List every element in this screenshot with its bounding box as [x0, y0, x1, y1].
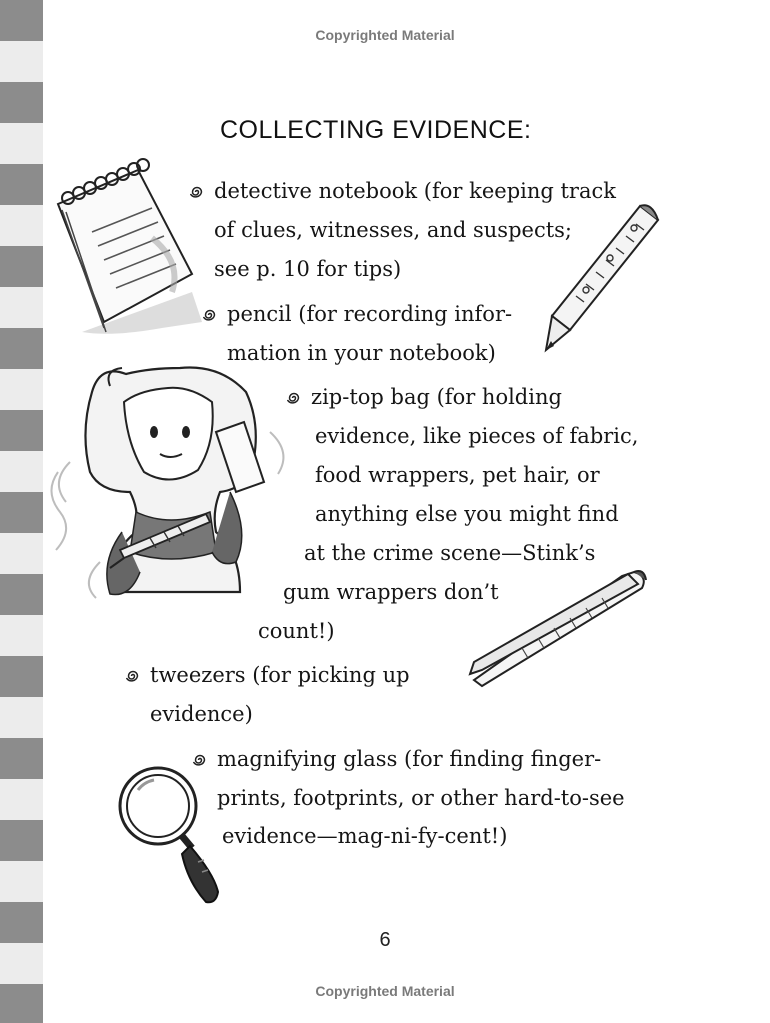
item-tweezers-line-2: evidence) — [150, 702, 253, 726]
item-bag-line-5: at the crime scene—Stink’s — [304, 541, 596, 565]
spiral-bullet-icon — [190, 185, 204, 199]
spiral-bullet-icon — [193, 753, 207, 767]
item-bag-line-4: anything else you might find — [315, 502, 619, 526]
page-title: COLLECTING EVIDENCE: — [220, 116, 532, 144]
item-notebook-line-3: see p. 10 for tips) — [214, 257, 402, 281]
page-number: 6 — [379, 929, 391, 951]
item-bag-line-2: evidence, like pieces of fabric, — [315, 424, 639, 448]
item-pencil-line-2: mation in your notebook) — [227, 341, 496, 365]
item-magnifier-line-1: magnifying glass (for finding finger- — [217, 747, 602, 771]
notebook-illustration — [52, 152, 202, 342]
spiral-bullet-icon — [126, 669, 140, 683]
magnifying-glass-illustration — [118, 764, 230, 906]
girl-detective-illustration — [40, 362, 305, 617]
item-bag-line-1: zip-top bag (for holding — [311, 385, 562, 409]
item-magnifier-line-3: evidence—mag-ni-fy-cent!) — [222, 824, 508, 848]
item-notebook-line-2: of clues, witnesses, and suspects; — [214, 218, 573, 242]
item-bag-line-3: food wrappers, pet hair, or — [315, 463, 600, 487]
spiral-bullet-icon — [203, 308, 217, 322]
page-edge-stripe — [0, 0, 43, 1023]
item-bag-line-6: gum wrappers don’t — [283, 580, 499, 604]
footer-copyright: Copyrighted Material — [315, 983, 455, 999]
spiral-bullet-icon — [287, 391, 301, 405]
item-bag-line-7: count!) — [258, 619, 335, 643]
item-tweezers-line-1: tweezers (for picking up — [150, 663, 410, 687]
item-notebook-line-1: detective notebook (for keeping track — [214, 179, 616, 203]
item-pencil-line-1: pencil (for recording infor- — [227, 302, 513, 326]
item-magnifier-line-2: prints, footprints, or other hard-to-see — [217, 786, 625, 810]
header-copyright: Copyrighted Material — [315, 27, 455, 43]
